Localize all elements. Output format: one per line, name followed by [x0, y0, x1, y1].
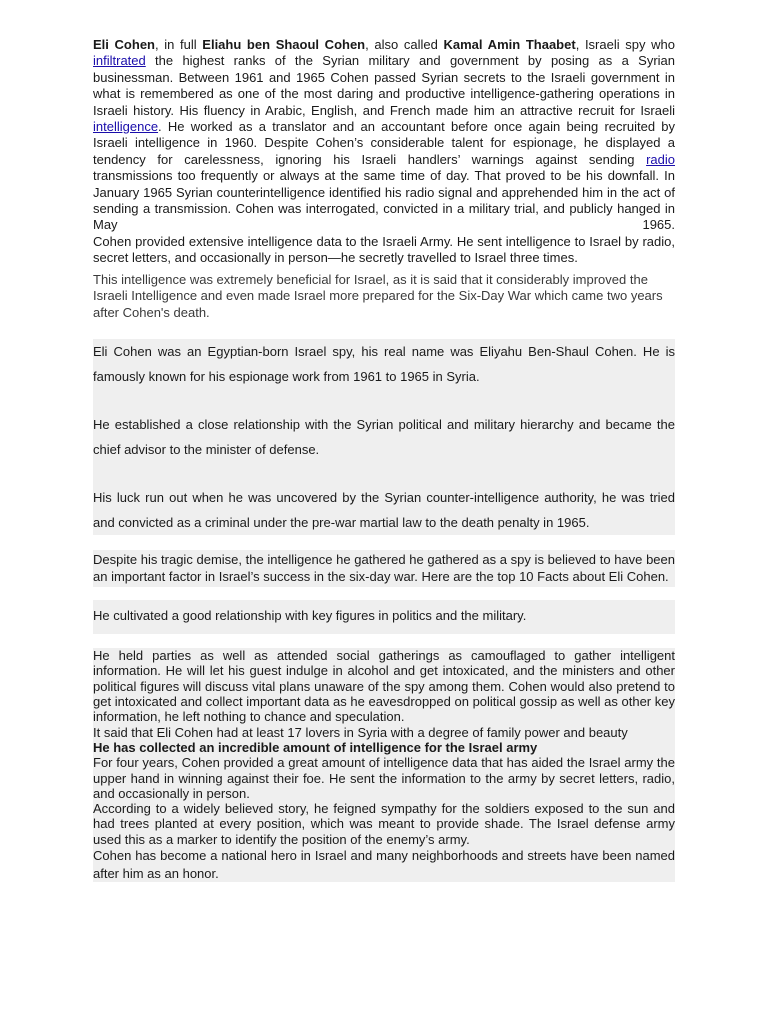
paragraph-uncovered: His luck run out when he was uncovered by the Syrian counter-intelligence authority, he was tried and convicted as a criminal under the pre-war martial law to the death penalty in 1965. [93, 490, 675, 531]
paragraph-tragic-demise: Despite his tragic demise, the intelligence he gathered he gathered as a spy is believed to have been an important factor in Israel’s success in the six-day war. Here are the top 10 Facts about Eli Cohen. [93, 550, 675, 587]
link-radio[interactable]: radio [646, 151, 675, 167]
paragraph-chief-advisor: He established a close relationship with the Syrian political and military hierarchy and became the chief advisor to the minister of defense. [93, 417, 675, 458]
paragraph-egyptian-born: Eli Cohen was an Egyptian-born Israel spy, his real name was Eliyahu Ben-Shaul Cohen. He is famously known for his espionage work from 1961 to 1965 in Syria. [93, 344, 675, 385]
link-intelligence[interactable]: intelligence [93, 119, 159, 135]
heading-intelligence-army: He has collected an incredible amount of intelligence for the Israel army [93, 739, 538, 755]
facts-detail-block [93, 648, 675, 882]
document-body [93, 37, 675, 882]
link-infiltrated[interactable]: infiltrated [93, 53, 146, 69]
facts-section [93, 339, 675, 535]
paragraph-six-day-war: This intelligence was extremely beneficial for Israel, as it is said that it considerably improved the Israeli Intelligence and even made Israel more prepared for the Six-Day War which came two years after Cohen's death. [93, 271, 663, 320]
paragraph-good-relationship: He cultivated a good relationship with key figures in politics and the military. [93, 600, 675, 634]
paragraph-intelligence-data: Cohen provided extensive intelligence data to the Israeli Army. He sent intelligence to Israel by radio, secret letters, and occasionally in person—he secretly travelled to Israel three times. [93, 233, 675, 266]
paragraph-trees: According to a widely believed story, he feigned sympathy for the soldiers exposed to the sun and had trees planted at every position, which was meant to provide shade. The Israel defense army used this as a marker to identify the position of the enemy’s army. [93, 801, 675, 847]
paragraph-national-hero: Cohen has become a national hero in Israel and many neighborhoods and streets have been named after him as an honor. [93, 848, 675, 881]
paragraph-four-years: For four years, Cohen provided a great amount of intelligence data that has aided the Israel army the upper hand in winning against their foe. He sent the information to the army by secret letters, radio, and occasionally in person. [93, 755, 675, 801]
paragraph-lovers: It said that Eli Cohen had at least 17 lovers in Syria with a degree of family power and beauty [93, 724, 628, 740]
intro-paragraph: Eli Cohen, in full Eliahu ben Shaoul Cohen, also called Kamal Amin Thaabet, Israeli spy who infiltrated the highest ranks of the Syrian military and government by posing as a Syrian businessman. Between 1961 and 1965 Cohen passed Syrian secrets to the Israeli government in what is remembered as one of the most daring and productive intelligence-gathering operations in Israeli history. His fluency in Arabic, English, and French made him an attractive recruit for Israeli intelligence. He worked as a translator and an accountant before once again being recruited by Israeli intelligence in 1960. Despite Cohen’s considerable talent for espionage, he displayed a tendency for carelessness, ignoring his Israeli handlers’ warnings against sending radio transmissions too frequently or always at the same time of day. That proved to be his downfall. In January 1965 Syrian counterintelligence identified his radio signal and apprehended him in the act of sending a transmission. Cohen was interrogated, convicted in a military trial, and publicly hanged in May 1965. [93, 37, 675, 233]
paragraph-parties: He held parties as well as attended social gatherings as camouflaged to gather intelligent information. He will let his guest indulge in alcohol and get intoxicated, and the ministers and other political figures will discuss vital plans unaware of the spy among them. Cohen would also pretend to get intoxicated and collect important data as he eavesdropped on political gossip as well as other key information, he left nothing to chance and speculation. [93, 648, 675, 725]
